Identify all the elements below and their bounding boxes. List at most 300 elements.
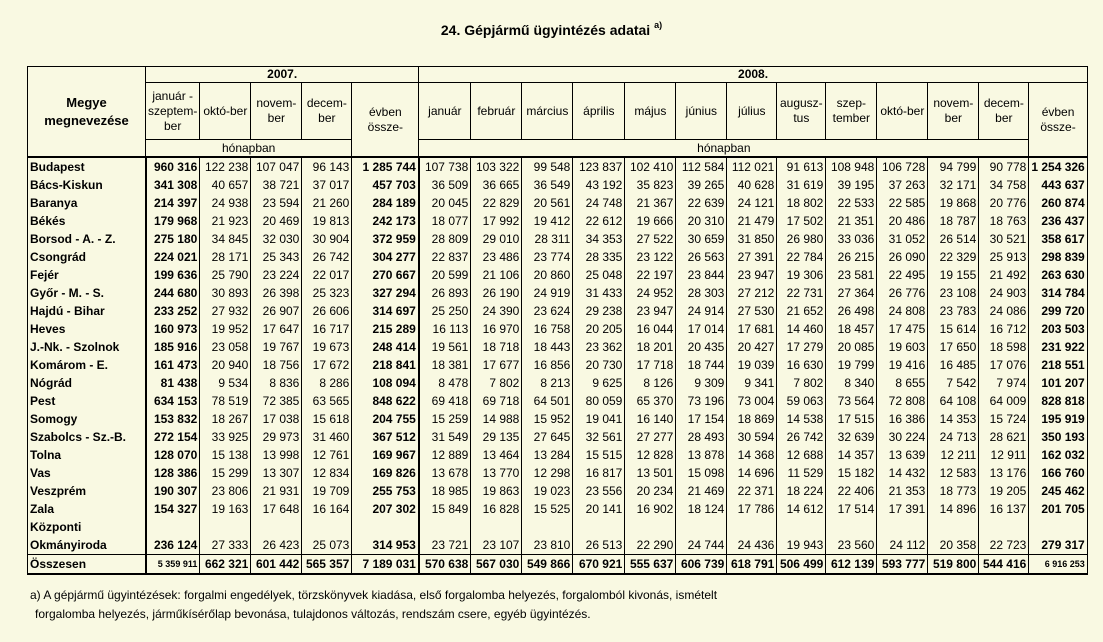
- cell-2007: 224 021: [146, 248, 200, 266]
- cell-2008: 20 730: [573, 356, 625, 374]
- total-cell-2007: 601 442: [251, 555, 302, 575]
- cell-2007: 31 460: [302, 428, 352, 446]
- cell-2007: 236 124: [146, 536, 200, 555]
- vehicle-admin-table: [27, 66, 1088, 575]
- cell-2008: 28 493: [676, 428, 727, 446]
- cell-2008: 27 645: [522, 428, 573, 446]
- cell-2008: 18 744: [676, 356, 727, 374]
- table-row: [28, 248, 1088, 266]
- cell-2008: 18 718: [471, 338, 522, 356]
- cell-2008: 23 947: [727, 266, 777, 284]
- cell-2007: 38 721: [251, 176, 302, 194]
- cell-2008: 15 849: [419, 500, 471, 518]
- cell-2008: 17 718: [625, 356, 676, 374]
- cell-2007: 169 967: [352, 446, 419, 464]
- cell-2008: 20 427: [727, 338, 777, 356]
- cell-2007: 26 606: [302, 302, 352, 320]
- cell-2007: 960 316: [146, 157, 200, 176]
- empty-cell: [352, 518, 419, 536]
- cell-2008: 16 113: [419, 320, 471, 338]
- cell-2008: 20 860: [522, 266, 573, 284]
- cell-2007: 17 648: [251, 500, 302, 518]
- cell-2007: 15 299: [200, 464, 251, 482]
- month-header-2008: novem-ber: [928, 83, 979, 140]
- cell-2007: 29 973: [251, 428, 302, 446]
- cell-2008: 94 799: [928, 157, 979, 176]
- cell-2008: 8 478: [419, 374, 471, 392]
- cell-2008: 21 469: [676, 482, 727, 500]
- cell-2008: 36 665: [471, 176, 522, 194]
- cell-2008: 28 335: [573, 248, 625, 266]
- cell-2008: 17 076: [979, 356, 1029, 374]
- cell-2008: 26 215: [826, 248, 877, 266]
- empty-cell: [625, 518, 676, 536]
- cell-2007: 13 307: [251, 464, 302, 482]
- year-2008-header: 2008.: [419, 67, 1087, 83]
- cell-2008: 18 598: [979, 338, 1029, 356]
- cell-2007: 25 790: [200, 266, 251, 284]
- cell-2008: 828 818: [1029, 392, 1087, 410]
- cell-2007: 22 017: [302, 266, 352, 284]
- cell-2008: 26 514: [928, 230, 979, 248]
- total-cell-2008: 544 416: [979, 555, 1029, 575]
- table-row: [28, 157, 1088, 176]
- table-row: [28, 500, 1088, 518]
- total-cell-2008: 670 921: [573, 555, 625, 575]
- cell-2008: 31 052: [877, 230, 928, 248]
- cell-2008: 34 758: [979, 176, 1029, 194]
- month-header-2007: októ-ber: [200, 83, 251, 140]
- cell-2008: 16 817: [573, 464, 625, 482]
- cell-2007: 848 622: [352, 392, 419, 410]
- cell-2007: 314 953: [352, 536, 419, 555]
- cell-2008: 29 238: [573, 302, 625, 320]
- cell-2007: 27 932: [200, 302, 251, 320]
- county-name: Győr - M. - S.: [28, 284, 146, 302]
- cell-2008: 20 776: [979, 194, 1029, 212]
- empty-cell: [928, 518, 979, 536]
- cell-2008: 12 688: [777, 446, 826, 464]
- empty-cell: [826, 518, 877, 536]
- cell-2007: 27 333: [200, 536, 251, 555]
- total-cell-2008: 555 637: [625, 555, 676, 575]
- cell-2008: 35 823: [625, 176, 676, 194]
- cell-2008: 30 521: [979, 230, 1029, 248]
- cell-2008: 20 561: [522, 194, 573, 212]
- cell-2007: 284 189: [352, 194, 419, 212]
- cell-2007: 24 938: [200, 194, 251, 212]
- cell-2008: 64 108: [928, 392, 979, 410]
- cell-2008: 27 277: [625, 428, 676, 446]
- county-name: Csongrád: [28, 248, 146, 266]
- county-name: Budapest: [28, 157, 146, 176]
- cell-2007: 40 657: [200, 176, 251, 194]
- cell-2008: 20 141: [573, 500, 625, 518]
- cell-2008: 18 985: [419, 482, 471, 500]
- cell-2008: 112 021: [727, 157, 777, 176]
- cell-2008: 16 137: [979, 500, 1029, 518]
- empty-cell: [522, 518, 573, 536]
- cell-2008: 21 492: [979, 266, 1029, 284]
- year-2007-header: 2007.: [146, 67, 419, 83]
- cell-2008: 26 980: [777, 230, 826, 248]
- cell-2007: 26 742: [302, 248, 352, 266]
- cell-2008: 22 329: [928, 248, 979, 266]
- cell-2008: 20 045: [419, 194, 471, 212]
- cell-2008: 36 549: [522, 176, 573, 194]
- cell-2008: 19 943: [777, 536, 826, 555]
- cell-2008: 123 837: [573, 157, 625, 176]
- cell-2008: 23 624: [522, 302, 573, 320]
- cell-2008: 13 176: [979, 464, 1029, 482]
- table-row: [28, 212, 1088, 230]
- cell-2008: 19 868: [928, 194, 979, 212]
- cell-2008: 14 353: [928, 410, 979, 428]
- cell-2008: 16 140: [625, 410, 676, 428]
- cell-2008: 16 856: [522, 356, 573, 374]
- cell-2008: 15 724: [979, 410, 1029, 428]
- cell-2008: 16 630: [777, 356, 826, 374]
- cell-2007: 19 709: [302, 482, 352, 500]
- table-row: [28, 392, 1088, 410]
- cell-2008: 25 913: [979, 248, 1029, 266]
- cell-2008: 13 878: [676, 446, 727, 464]
- total-cell-2008: 570 638: [419, 555, 471, 575]
- cell-2007: 341 308: [146, 176, 200, 194]
- cell-2008: 17 014: [676, 320, 727, 338]
- cell-2008: 23 844: [676, 266, 727, 284]
- cell-2008: 13 464: [471, 446, 522, 464]
- cell-2008: 18 224: [777, 482, 826, 500]
- cell-2007: 128 070: [146, 446, 200, 464]
- cell-2007: 218 841: [352, 356, 419, 374]
- cell-2008: 103 322: [471, 157, 522, 176]
- cell-2007: 20 940: [200, 356, 251, 374]
- cell-2008: 17 650: [928, 338, 979, 356]
- cell-2008: 13 770: [471, 464, 522, 482]
- cell-2007: 28 171: [200, 248, 251, 266]
- cell-2008: 107 738: [419, 157, 471, 176]
- cell-2007: 12 761: [302, 446, 352, 464]
- cell-2008: 19 561: [419, 338, 471, 356]
- cell-2008: 24 903: [979, 284, 1029, 302]
- table-row: [28, 338, 1088, 356]
- cell-2007: 17 038: [251, 410, 302, 428]
- cell-2008: 260 874: [1029, 194, 1087, 212]
- cell-2008: 112 584: [676, 157, 727, 176]
- cell-2008: 26 190: [471, 284, 522, 302]
- cell-2008: 13 639: [877, 446, 928, 464]
- cell-2008: 32 171: [928, 176, 979, 194]
- cell-2008: 30 659: [676, 230, 727, 248]
- cell-2008: 24 914: [676, 302, 727, 320]
- cell-2007: 18 267: [200, 410, 251, 428]
- cell-2008: 102 410: [625, 157, 676, 176]
- cell-2008: 17 515: [826, 410, 877, 428]
- county-name: Borsod - A. - Z.: [28, 230, 146, 248]
- cell-2008: 195 919: [1029, 410, 1087, 428]
- cell-2007: 23 594: [251, 194, 302, 212]
- cell-2008: 20 486: [877, 212, 928, 230]
- cell-2007: 179 968: [146, 212, 200, 230]
- cell-2008: 19 412: [522, 212, 573, 230]
- page-title: [0, 22, 1103, 38]
- cell-2008: 19 799: [826, 356, 877, 374]
- cell-2008: 26 513: [573, 536, 625, 555]
- table-row-central-label: [28, 518, 1088, 536]
- cell-2007: 272 154: [146, 428, 200, 446]
- footnote-line-2: forgalomba helyezés, járműkísérőlap bevonása, tulajdonos változás, rendszám csere, egyéb ügyintézés.: [35, 607, 591, 621]
- month-header-2007: decem-ber: [302, 83, 352, 140]
- cell-2008: 31 619: [777, 176, 826, 194]
- cell-2007: 18 756: [251, 356, 302, 374]
- cell-2008: 28 809: [419, 230, 471, 248]
- cell-2008: 16 044: [625, 320, 676, 338]
- month-header-2008: decem-ber: [979, 83, 1029, 140]
- cell-2008: 23 560: [826, 536, 877, 555]
- cell-2007: 15 138: [200, 446, 251, 464]
- cell-2008: 29 010: [471, 230, 522, 248]
- cell-2008: 91 613: [777, 157, 826, 176]
- cell-2008: 27 530: [727, 302, 777, 320]
- cell-2008: 16 485: [928, 356, 979, 374]
- cell-2008: 22 197: [625, 266, 676, 284]
- total-cell-2007: 5 359 911: [146, 555, 200, 575]
- cell-2008: 23 556: [573, 482, 625, 500]
- cell-2008: 22 723: [979, 536, 1029, 555]
- cell-2008: 16 712: [979, 320, 1029, 338]
- cell-2008: 19 603: [877, 338, 928, 356]
- county-name: Okmányiroda: [28, 536, 146, 555]
- cell-2008: 12 211: [928, 446, 979, 464]
- cell-2008: 22 837: [419, 248, 471, 266]
- cell-2008: 18 763: [979, 212, 1029, 230]
- cell-2008: 15 515: [573, 446, 625, 464]
- cell-2007: 26 907: [251, 302, 302, 320]
- cell-2008: 298 839: [1029, 248, 1087, 266]
- cell-2007: 1 285 744: [352, 157, 419, 176]
- cell-2008: 8 340: [826, 374, 877, 392]
- cell-2007: 270 667: [352, 266, 419, 284]
- cell-2008: 26 498: [826, 302, 877, 320]
- cell-2008: 39 265: [676, 176, 727, 194]
- cell-2007: 96 143: [302, 157, 352, 176]
- empty-cell: [777, 518, 826, 536]
- cell-2007: 8 286: [302, 374, 352, 392]
- cell-2007: 81 438: [146, 374, 200, 392]
- cell-2008: 108 948: [826, 157, 877, 176]
- cell-2008: 8 213: [522, 374, 573, 392]
- cell-2008: 36 509: [419, 176, 471, 194]
- cell-2008: 18 869: [727, 410, 777, 428]
- cell-2008: 23 107: [471, 536, 522, 555]
- cell-2008: 16 902: [625, 500, 676, 518]
- cell-2007: 185 916: [146, 338, 200, 356]
- cell-2007: 160 973: [146, 320, 200, 338]
- empty-cell: [251, 518, 302, 536]
- cell-2008: 12 889: [419, 446, 471, 464]
- cell-2007: 19 673: [302, 338, 352, 356]
- cell-2007: 122 238: [200, 157, 251, 176]
- cell-2007: 72 385: [251, 392, 302, 410]
- cell-2008: 443 637: [1029, 176, 1087, 194]
- cell-2008: 17 475: [877, 320, 928, 338]
- cell-2007: 634 153: [146, 392, 200, 410]
- cell-2007: 215 289: [352, 320, 419, 338]
- cell-2008: 90 778: [979, 157, 1029, 176]
- county-name: Tolna: [28, 446, 146, 464]
- cell-2007: 199 636: [146, 266, 200, 284]
- cell-2007: 23 058: [200, 338, 251, 356]
- cell-2007: 457 703: [352, 176, 419, 194]
- cell-2008: 24 744: [676, 536, 727, 555]
- cell-2008: 218 551: [1029, 356, 1087, 374]
- county-name: Heves: [28, 320, 146, 338]
- cell-2008: 16 386: [877, 410, 928, 428]
- cell-2007: 23 224: [251, 266, 302, 284]
- cell-2008: 350 193: [1029, 428, 1087, 446]
- cell-2008: 23 122: [625, 248, 676, 266]
- cell-2007: 107 047: [251, 157, 302, 176]
- cell-2007: 63 565: [302, 392, 352, 410]
- cell-2008: 31 433: [573, 284, 625, 302]
- cell-2008: 231 922: [1029, 338, 1087, 356]
- cell-2008: 18 201: [625, 338, 676, 356]
- empty-cell: [471, 518, 522, 536]
- county-name: Baranya: [28, 194, 146, 212]
- cell-2008: 279 317: [1029, 536, 1087, 555]
- cell-2008: 1 254 326: [1029, 157, 1087, 176]
- table-row: [28, 176, 1088, 194]
- cell-2007: 23 806: [200, 482, 251, 500]
- empty-cell: [979, 518, 1029, 536]
- cell-2007: 8 836: [251, 374, 302, 392]
- cell-2008: 31 850: [727, 230, 777, 248]
- county-name: J.-Nk. - Szolnok: [28, 338, 146, 356]
- cell-2008: 16 758: [522, 320, 573, 338]
- cell-2008: 18 077: [419, 212, 471, 230]
- cell-2007: 204 755: [352, 410, 419, 428]
- cell-2008: 7 802: [777, 374, 826, 392]
- cell-2008: 43 192: [573, 176, 625, 194]
- cell-2008: 24 436: [727, 536, 777, 555]
- county-name: Pest: [28, 392, 146, 410]
- cell-2008: 20 599: [419, 266, 471, 284]
- unit-label-2008: hónapban: [419, 140, 1029, 158]
- month-header-2008: május: [625, 83, 676, 140]
- cell-2008: 99 548: [522, 157, 573, 176]
- cell-2007: 19 952: [200, 320, 251, 338]
- total-cell-2008: 618 791: [727, 555, 777, 575]
- cell-2008: 20 085: [826, 338, 877, 356]
- cell-2008: 7 974: [979, 374, 1029, 392]
- cell-2008: 19 023: [522, 482, 573, 500]
- cell-2008: 13 501: [625, 464, 676, 482]
- cell-2007: 19 813: [302, 212, 352, 230]
- cell-2007: 372 959: [352, 230, 419, 248]
- table-row: [28, 410, 1088, 428]
- month-header-2008: február: [471, 83, 522, 140]
- cell-2008: 27 522: [625, 230, 676, 248]
- cell-2007: 153 832: [146, 410, 200, 428]
- cell-2008: 20 310: [676, 212, 727, 230]
- county-name: Komárom - E.: [28, 356, 146, 374]
- cell-2008: 201 705: [1029, 500, 1087, 518]
- cell-2008: 101 207: [1029, 374, 1087, 392]
- cell-2008: 28 303: [676, 284, 727, 302]
- cell-2008: 69 718: [471, 392, 522, 410]
- cell-2007: 314 697: [352, 302, 419, 320]
- cell-2008: 23 810: [522, 536, 573, 555]
- table-body: [28, 157, 1088, 574]
- cell-2008: 34 353: [573, 230, 625, 248]
- table-row: [28, 302, 1088, 320]
- cell-2007: 30 893: [200, 284, 251, 302]
- cell-2007: 26 423: [251, 536, 302, 555]
- cell-2008: 21 106: [471, 266, 522, 284]
- county-name: Békés: [28, 212, 146, 230]
- cell-2008: 14 357: [826, 446, 877, 464]
- cell-2008: 32 639: [826, 428, 877, 446]
- cell-2008: 11 529: [777, 464, 826, 482]
- table-row: [28, 464, 1088, 482]
- cell-2007: 16 164: [302, 500, 352, 518]
- cell-2007: 25 343: [251, 248, 302, 266]
- cell-2008: 33 036: [826, 230, 877, 248]
- cell-2008: 13 678: [419, 464, 471, 482]
- cell-2008: 27 212: [727, 284, 777, 302]
- cell-2007: 25 323: [302, 284, 352, 302]
- empty-cell: [727, 518, 777, 536]
- cell-2008: 29 135: [471, 428, 522, 446]
- cell-2008: 17 514: [826, 500, 877, 518]
- total-cell-2008: 593 777: [877, 555, 928, 575]
- cell-2007: 327 294: [352, 284, 419, 302]
- month-header-2008: április: [573, 83, 625, 140]
- cell-2008: 23 108: [928, 284, 979, 302]
- cell-2008: 15 952: [522, 410, 573, 428]
- county-name: Veszprém: [28, 482, 146, 500]
- cell-2007: 25 073: [302, 536, 352, 555]
- cell-2008: 9 625: [573, 374, 625, 392]
- cell-2008: 26 742: [777, 428, 826, 446]
- cell-2008: 18 443: [522, 338, 573, 356]
- cell-2008: 25 048: [573, 266, 625, 284]
- cell-2008: 15 098: [676, 464, 727, 482]
- table-row: [28, 374, 1088, 392]
- cell-2008: 22 731: [777, 284, 826, 302]
- cell-2008: 69 418: [419, 392, 471, 410]
- cell-2008: 16 970: [471, 320, 522, 338]
- cell-2008: 27 364: [826, 284, 877, 302]
- cell-2008: 23 581: [826, 266, 877, 284]
- cell-2007: 12 834: [302, 464, 352, 482]
- month-header-2008: július: [727, 83, 777, 140]
- total-cell-2007: 7 189 031: [352, 555, 419, 575]
- cell-2008: 17 786: [727, 500, 777, 518]
- cell-2008: 19 041: [573, 410, 625, 428]
- cell-2007: 21 931: [251, 482, 302, 500]
- cell-2008: 22 290: [625, 536, 676, 555]
- cell-2007: 19 163: [200, 500, 251, 518]
- cell-2007: 367 512: [352, 428, 419, 446]
- county-name: Zala: [28, 500, 146, 518]
- cell-2007: 169 826: [352, 464, 419, 482]
- month-header-2008: június: [676, 83, 727, 140]
- cell-2008: 73 004: [727, 392, 777, 410]
- empty-cell: [877, 518, 928, 536]
- cell-2008: 16 828: [471, 500, 522, 518]
